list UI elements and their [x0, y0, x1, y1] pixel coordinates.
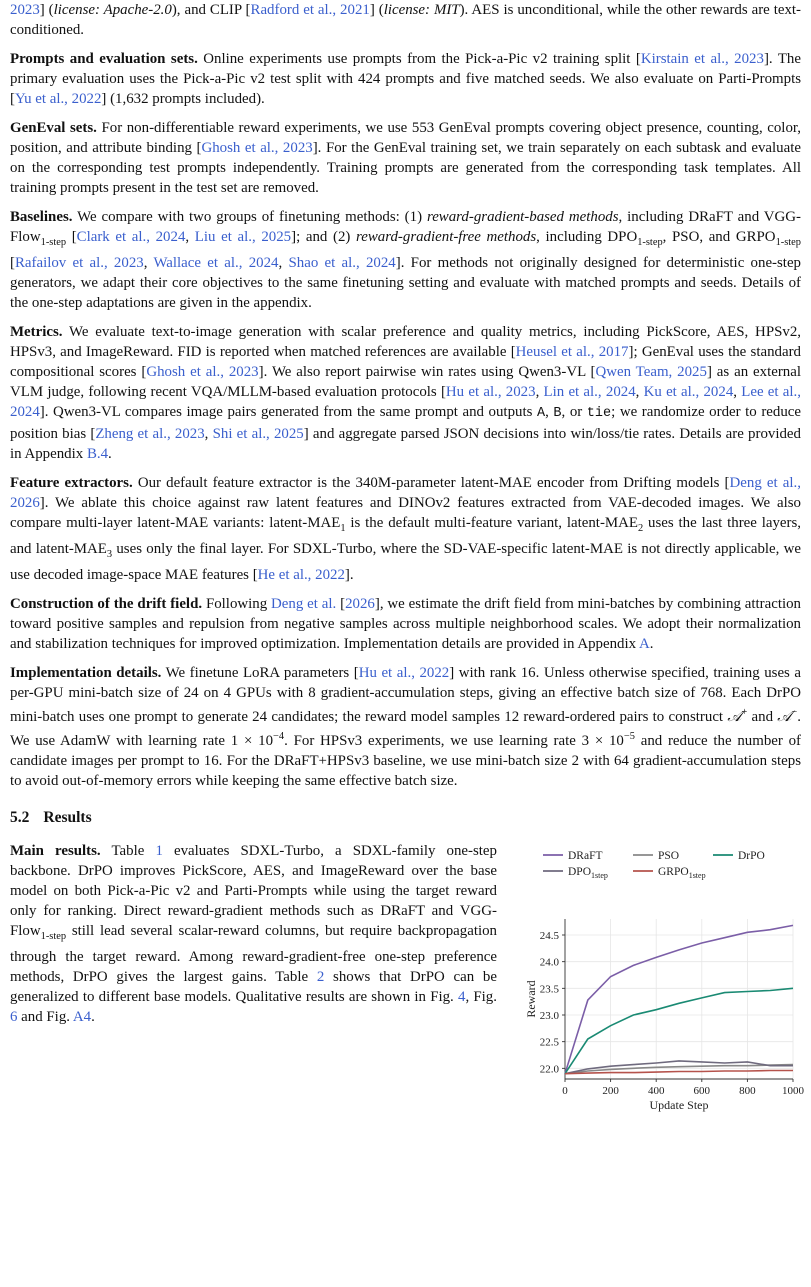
- paragraph-body: We evaluate text-to-image generation with scalar preference and quality metrics, including PickScore, AES, HPSv2, HPSv3, and ImageReward. FID is reported when matched references are available [Heusel et al., 2017]; GenEval uses the standard compositional scores [Ghosh et al., 2023]. We also report pairwise win rates using Qwen3-VL [Qwen Team, 2025] as an external VLM judge, following recent VQA/MLLM-based evaluation protocols [Hu et al., 2023, Lin et al., 2024, Ku et al., 2024, Lee et al., 2024]. Qwen3-VL compares image pairs generated from the same prompt and outputs A, B, or tie; we randomize order to reduce position bias [Zheng et al., 2023, Shi et al., 2025] and aggregate parsed JSON decisions into win/loss/tie rates. Details are provided in Appendix B.4.: [10, 323, 802, 462]
- paragraph-lead: Construction of the drift field.: [10, 595, 203, 612]
- paragraph-body: Following Deng et al. [2026], we estimate the drift field from mini-batches by combining attraction toward positive samples and repulsion from negative samples across multiple neighborhood scales. We adopt their normalization and stabilization techniques for improved optimization. Implementation details are provided in Appendix A.: [10, 595, 801, 652]
- paragraph-lead: GenEval sets.: [10, 120, 97, 136]
- paragraph-lead: Main results.: [10, 842, 101, 859]
- section-heading: [10, 809, 801, 827]
- paragraph-p0: [10, 0, 801, 40]
- legend-label: $GRPO_{1step}$: [658, 865, 706, 880]
- results-block: [10, 841, 804, 1112]
- paragraph-lead: Metrics.: [10, 323, 63, 340]
- legend-label: PSO: [658, 849, 680, 862]
- paragraph-body: We compare with two groups of finetuning methods: (1) reward-gradient-based methods, including DRaFT and VGG-Flow$_{1-step}$ [Clark et al., 2024, Liu et al., 2025]; and (2) reward-gradient-free methods, including $DPO_{1-step}$, PSO, and $GRPO_{1-step}$ [Rafailov et al., 2023, Wallace et al., 2024, Shao et al., 2024]. For methods not originally designed for deterministic one-step generators, we adapt their core objectives to the same finetuning setting and evaluate with matched prompts and seeds. Details of the one-step adaptations are given in the appendix.: [10, 209, 801, 311]
- x-tick-label: 800: [739, 1084, 756, 1097]
- x-tick-label: 0: [562, 1084, 568, 1097]
- reward-line-chart: [515, 841, 804, 1116]
- paragraph-p3: [10, 207, 801, 313]
- paragraph-list: [10, 0, 801, 791]
- x-axis-label: Update Step: [649, 1097, 709, 1112]
- y-tick-label: 23.5: [539, 983, 559, 996]
- y-tick-label: 22.5: [539, 1036, 559, 1049]
- series-line-draft: [565, 925, 793, 1073]
- paragraph-body: Table 1 evaluates SDXL-Turbo, a SDXL-family one-step backbone. DrPO improves PickScore, AES, and ImageReward over the base model on both Pick-a-Pic v2 and Parti-Prompts while using the target reward only for ranking. Direct reward-gradient methods such as DRaFT and VGG-Flow$_{1-step}$ still lead several scalar-reward columns, but require backpropagation through the target reward. Among reward-gradient-free one-step preference methods, DrPO gives the largest gains. Table 2 shows that DrPO can be generalized to different base models. Qualitative results are shown in Fig. 4, Fig. 6 and Fig. A4.: [10, 842, 497, 1025]
- paragraph-p6: [10, 594, 801, 654]
- paragraph-body: We finetune LoRA parameters [Hu et al., 2022] with rank 16. Unless otherwise specified, training uses a per-GPU mini-batch size of 24 on 4 GPUs with 8 gradient-accumulation steps, giving an effective batch size of 768. Each DrPO mini-batch uses one prompt to generate 24 candidates; the reward model samples 12 reward-ordered pairs to construct 𝒜+ and 𝒜−. We use AdamW with learning rate $1 \times 10^{-4}$. For HPSv3 experiments, we use learning rate $3 \times 10^{-5}$ and reduce the number of candidate images per prompt to 16. For the DRaFT+HPSv3 baseline, we use mini-batch size 2 with 64 gradient-accumulation steps to avoid out-of-memory errors while keeping the same effective batch size.: [10, 664, 802, 789]
- paragraph-lead: Baselines.: [10, 209, 73, 225]
- paragraph-p4: [10, 322, 801, 464]
- legend-label: $DPO_{1step}$: [568, 865, 608, 880]
- paragraph-lead: Implementation details.: [10, 664, 162, 681]
- y-tick-label: 23.0: [539, 1009, 559, 1022]
- legend-label: DrPO: [738, 849, 765, 862]
- paragraph-body: Online experiments use prompts from the Pick-a-Pic v2 training split [Kirstain et al., 2023]. The primary evaluation uses the Pick-a-Pic v2 test split with 424 prompts and five matched seeds. We also evaluate on Parti-Prompts [Yu et al., 2022] (1,632 prompts included).: [10, 51, 801, 107]
- section-number: 5.2: [10, 808, 30, 826]
- paragraph-lead: Prompts and evaluation sets.: [10, 51, 198, 67]
- y-tick-label: 24.5: [539, 929, 559, 942]
- paragraph-body: Our default feature extractor is the 340M-parameter latent-MAE encoder from Drifting models [Deng et al., 2026]. We ablate this choice against raw latent features and DINOv2 features extracted from VAE-decoded images. We also compare multi-layer latent-MAE variants: latent-$MAE_1$ is the default multi-feature variant, latent-$MAE_2$ uses the last three layers, and latent-$MAE_3$ uses only the final layer. For SDXL-Turbo, where the SD-VAE-specific latent-MAE is not directly applicable, we use decoded image-space MAE features [He et al., 2022].: [10, 474, 801, 583]
- x-tick-label: 200: [602, 1084, 619, 1097]
- x-tick-label: 600: [693, 1084, 711, 1097]
- x-tick-label: 1000: [782, 1084, 804, 1097]
- paragraph-body: For non-differentiable reward experiments, we use 553 GenEval prompts covering object presence, counting, color, position, and attribute binding [Ghosh et al., 2023]. For the GenEval training set, we train separately on each subtask and evaluate on the corresponding test prompts independently. Training prompts are generated from the corresponding task templates. All training prompts present in the test set are removed.: [10, 120, 801, 196]
- y-tick-label: 22.0: [539, 1063, 559, 1076]
- paper-page: [10, 0, 804, 1112]
- results-paragraph: [10, 841, 497, 1027]
- y-axis-label: Reward: [524, 980, 538, 1018]
- paragraph-p1: [10, 49, 801, 109]
- paragraph-p2: [10, 118, 801, 198]
- section-title: Results: [43, 808, 92, 826]
- legend-label: DRaFT: [568, 849, 603, 862]
- paragraph-p7: [10, 663, 801, 791]
- x-tick-label: 400: [647, 1084, 665, 1097]
- paragraph-lead: Feature extractors.: [10, 474, 133, 491]
- y-tick-label: 24.0: [539, 956, 559, 969]
- paragraph-p5: [10, 473, 801, 585]
- paragraph-body: 2023] (license: Apache-2.0), and CLIP [Radford et al., 2021] (license: MIT). AES is unconditional, while the other rewards are text-conditioned.: [10, 2, 802, 38]
